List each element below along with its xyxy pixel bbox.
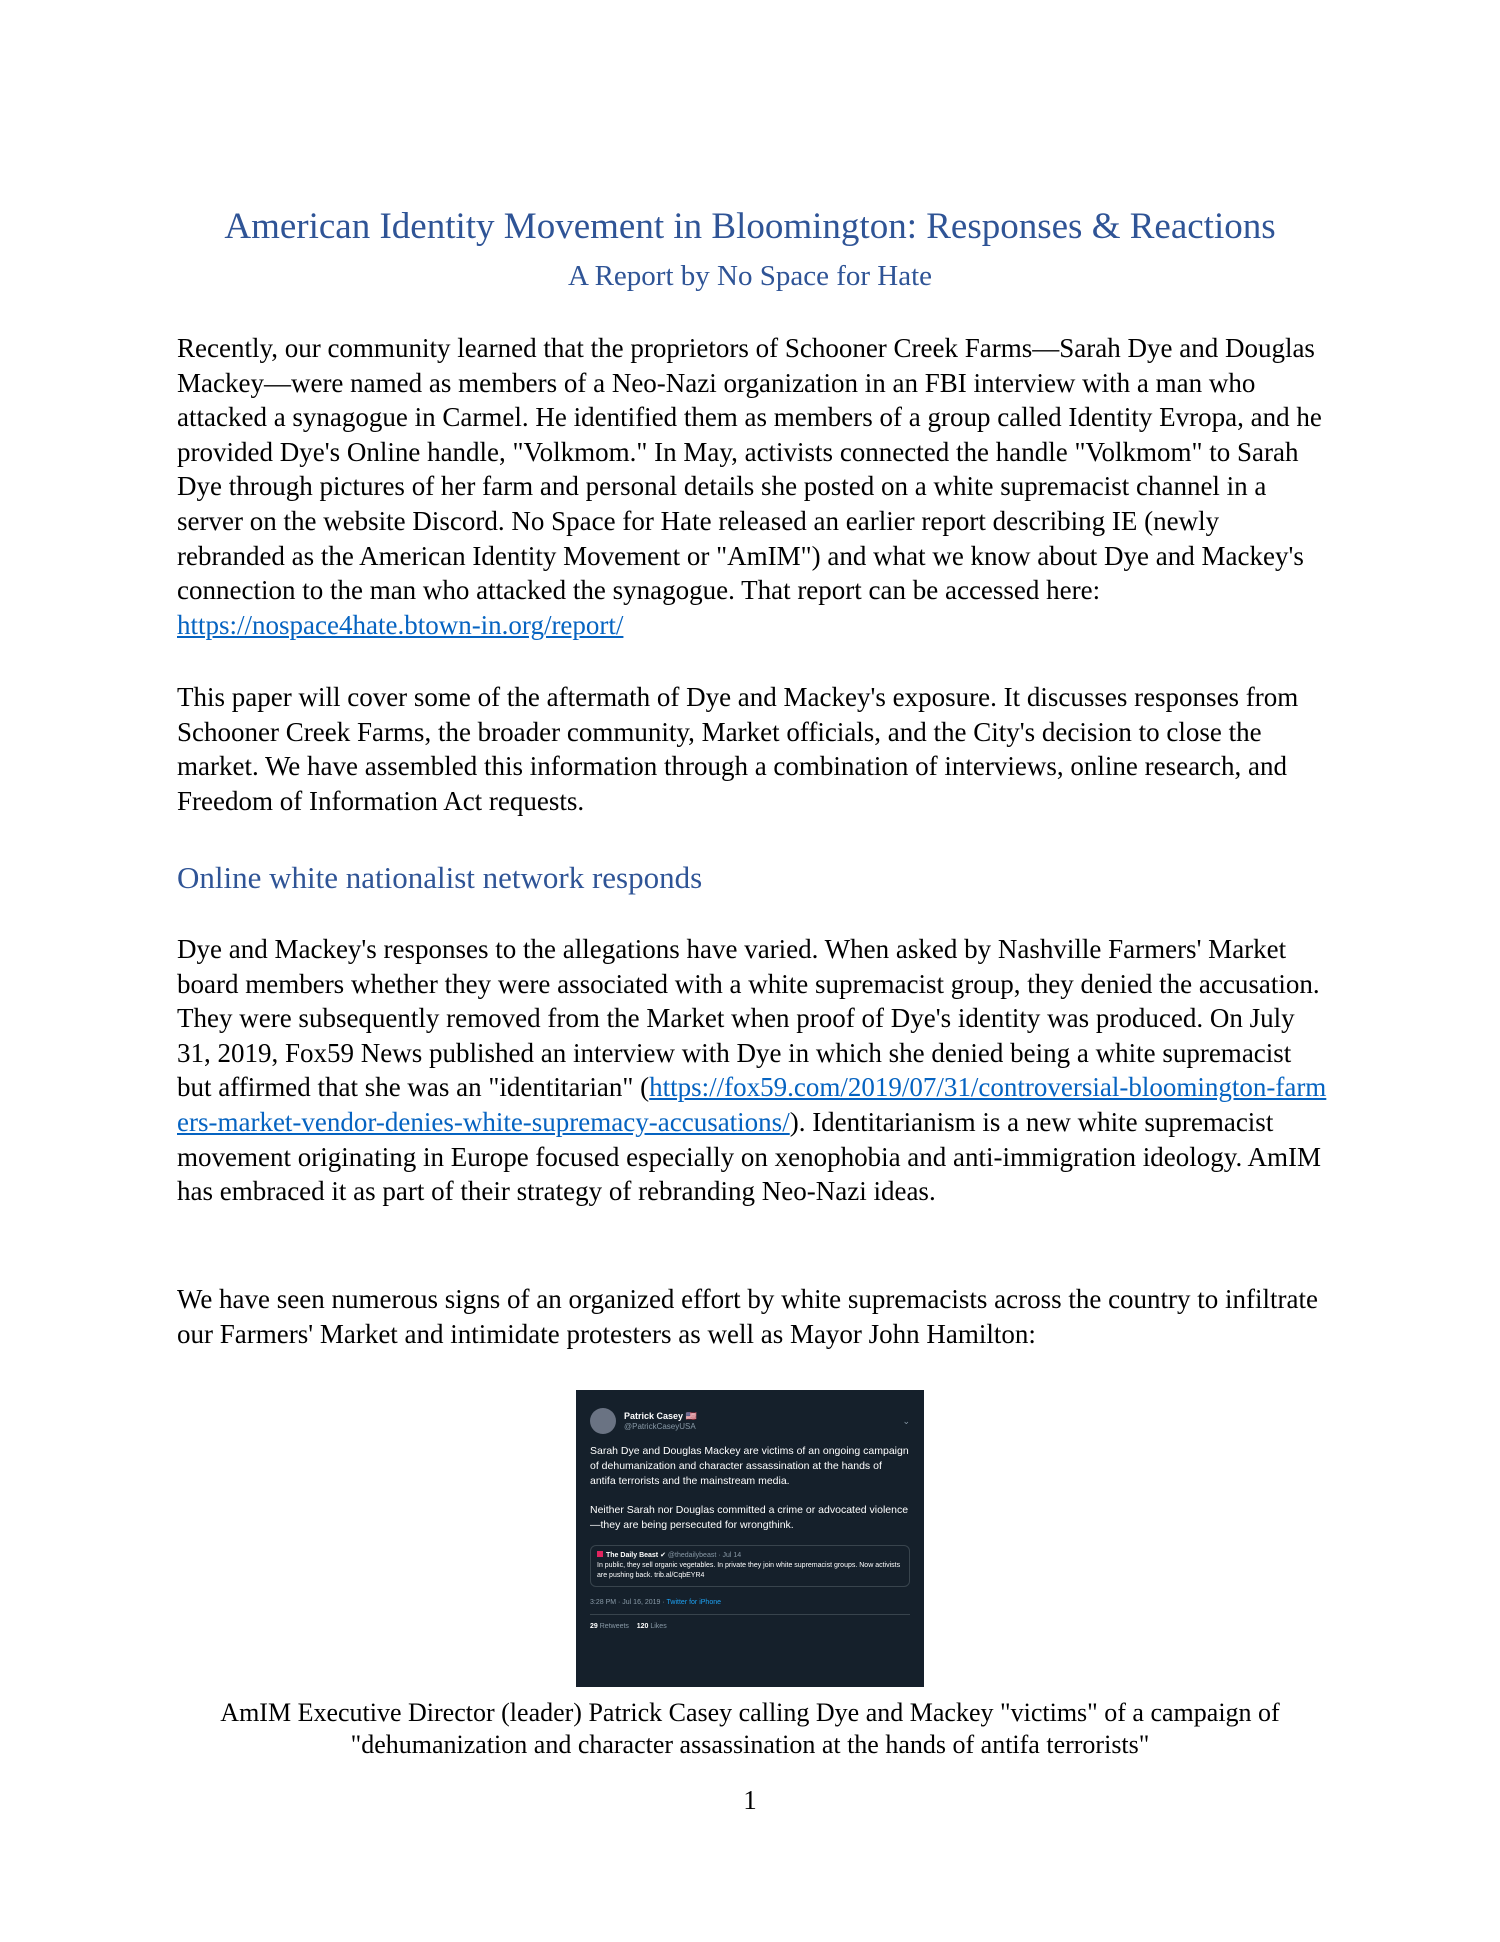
responses-text-2: ). Identitarianism is a new white supremacist movement originating in Europe focused especially on xenophobia and anti-immigration ideology. AmIM has embraced it as part of their strategy of rebranding Neo-Nazi ideas. [177, 1106, 1321, 1207]
tweet-text-1: Sarah Dye and Douglas Mackey are victims of an ongoing campaign of dehumanization and character assassination at the hands of antifa terrorists and the mainstream media. [590, 1445, 909, 1487]
document-title: American Identity Movement in Bloomington: Responses & Reactions [224, 206, 1276, 247]
section-heading: Online white nationalist network responds [177, 860, 703, 895]
retweets-label: Retweets [599, 1623, 629, 1630]
report-link[interactable]: https://nospace4hate.btown-in.org/report/ [177, 609, 624, 640]
tweet-client: Twitter for iPhone [666, 1599, 721, 1606]
network-text: We have seen numerous signs of an organized effort by white supremacists across the country to infiltrate our Farmers' Market and intimidate protesters as well as Mayor John Hamilton: [177, 1284, 1319, 1349]
quote-handle: @thedailybeast · Jul 14 [667, 1552, 742, 1559]
quote-text: In public, they sell organic vegetables. In private they join white supremacist groups. Now activists are pushing back. trib.al/CqbEYR4 [597, 1562, 901, 1579]
daily-beast-logo-icon [597, 1551, 603, 1557]
tweet-text-2: Neither Sarah nor Douglas committed a crime or advocated violence—they are being persecuted for wrongthink. [590, 1504, 909, 1531]
avatar [590, 1408, 616, 1434]
scope-text: This paper will cover some of the aftermath of Dye and Mackey's exposure. It discusses responses from Schooner Creek Farms, the broader community, Market officials, and the City's decision to close the market. We have assembled this information through a combination of interviews, online research, and Freedom of Information Act requests. [177, 682, 1299, 816]
quote-author: The Daily Beast [606, 1552, 659, 1559]
retweet-count: 29 [590, 1623, 598, 1630]
tweet-handle: @PatrickCaseyUSA [624, 1422, 696, 1431]
network-paragraph [177, 1282, 1327, 1351]
like-count: 120 [636, 1623, 649, 1630]
likes-label: Likes [650, 1623, 667, 1630]
scope-paragraph [177, 680, 1327, 818]
caption-text: AmIM Executive Director (leader) Patrick Casey calling Dye and Mackey "victims" of a campaign of "dehumanization and character assassination at the hands of antifa terrorists" [220, 1698, 1280, 1759]
tweet-screenshot [576, 1390, 924, 1687]
quoted-tweet [590, 1545, 910, 1587]
fox59-link[interactable]: https://fox59.com/2019/07/31/controversial-bloomington-farmers-market-vendor-denies-white-supremacy-accusations/ [177, 1072, 1327, 1137]
tweet-time: 3:28 PM · Jul 16, 2019 · [590, 1599, 667, 1606]
figure-caption [0, 1697, 1500, 1761]
document-subtitle: A Report by No Space for Hate [567, 260, 932, 292]
tweet-author: Patrick Casey 🇺🇸 [624, 1411, 697, 1421]
intro-paragraph [177, 331, 1327, 642]
page-number: 1 [743, 1785, 757, 1815]
responses-text-1: Dye and Mackey's responses to the allegations have varied. When asked by Nashville Farmers' Market board members whether they were associated with a white supremacist group, they denied the accusation. They were subsequently removed from the Market when proof of Dye's identity was produced. On July 31, 2019, Fox59 News published an interview with Dye in which she denied being a white supremacist but affirmed that she was an "identitarian" ( [177, 934, 1320, 1103]
verified-icon: ✔ [660, 1552, 666, 1559]
responses-paragraph [177, 932, 1327, 1209]
chevron-down-icon: ⌄ [902, 1415, 910, 1426]
intro-text: Recently, our community learned that the proprietors of Schooner Creek Farms—Sarah Dye and Douglas Mackey—were named as members of a Neo-Nazi organization in an FBI interview with a man who attacked a synagogue in Carmel. He identified them as members of a group called Identity Evropa, and he provided Dye's Online handle, "Volkmom." In May, activists connected the handle "Volkmom" to Sarah Dye through pictures of her farm and personal details she posted on a white supremacist channel in a server on the website Discord. No Space for Hate released an earlier report describing IE (newly rebranded as the American Identity Movement or "AmIM") and what we know about Dye and Mackey's connection to the man who attacked the synagogue. That report can be accessed here: [177, 333, 1322, 606]
